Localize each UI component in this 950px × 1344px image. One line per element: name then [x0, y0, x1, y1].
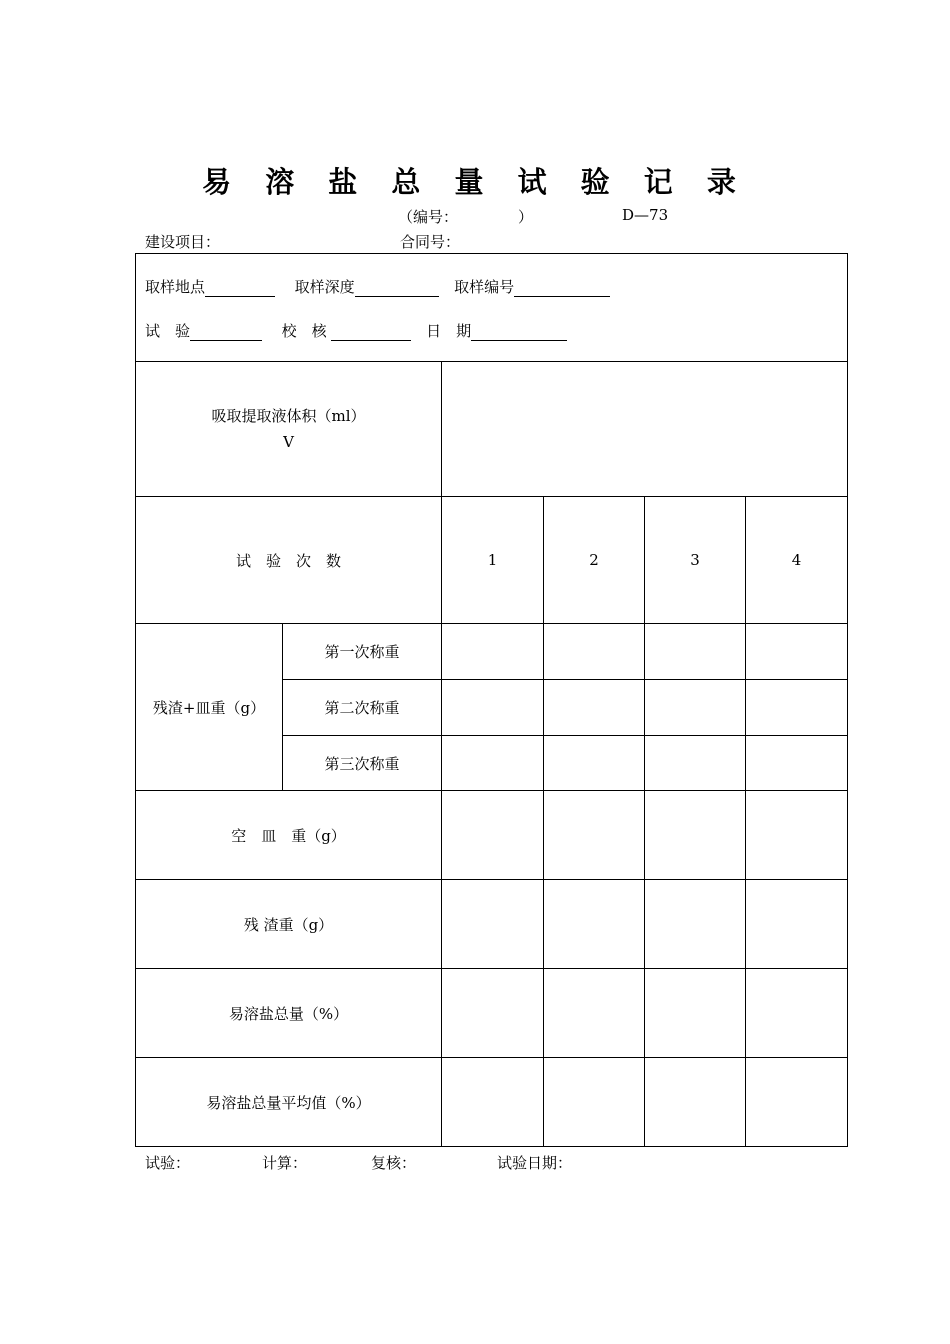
trial-number-2: 2 [589, 551, 599, 569]
residue-weight-label: 残 渣重（g） [243, 915, 334, 934]
sample-no-label: 取样编号 [454, 278, 515, 296]
weigh-2-label: 第二次称重 [324, 699, 400, 717]
page-title: 易 溶 盐 总 量 试 验 记 录 [202, 165, 748, 199]
weigh-3-label: 第三次称重 [324, 754, 400, 773]
sample-info-line-1 [145, 276, 610, 297]
form-code: D—73 [622, 206, 669, 224]
footer-calc: 计算： [262, 1154, 308, 1172]
footer-review: 复核： [371, 1154, 417, 1172]
depth-field[interactable] [355, 280, 439, 297]
volume-value-cell[interactable] [442, 362, 847, 496]
weigh-1-label: 第一次称重 [324, 643, 400, 661]
project-label: 建设项目： [145, 233, 221, 251]
footer-test-date: 试验日期： [497, 1154, 573, 1172]
contract-label: 合同号： [400, 233, 461, 251]
volume-symbol: V [283, 433, 294, 451]
salt-average-label: 易溶盐总量平均值（%） [206, 1093, 371, 1112]
serial-label: （编号： [398, 208, 459, 226]
trial-number-3: 3 [690, 551, 700, 569]
tester-field[interactable] [190, 324, 262, 341]
footer-test: 试验： [145, 1154, 191, 1172]
empty-dish-label: 空 皿 重（g） [231, 826, 346, 845]
date-field[interactable] [471, 324, 567, 341]
trial-count-label: 试 验 次 数 [235, 551, 341, 570]
checker-field[interactable] [331, 324, 411, 341]
salt-total-label: 易溶盐总量（%） [228, 1004, 349, 1023]
sample-info-line-2 [145, 320, 567, 341]
residue-dish-label: 残渣+皿重（g） [152, 698, 266, 717]
volume-label-cell [136, 362, 441, 496]
volume-label: 吸取提取液体积（ml） [211, 407, 366, 425]
tester-label: 试 验 [145, 322, 191, 340]
date-label: 日 期 [426, 322, 472, 340]
location-label: 取样地点 [145, 278, 206, 296]
trial-number-4: 4 [791, 551, 802, 569]
depth-label: 取样深度 [294, 278, 355, 296]
checker-label: 校 核 [281, 322, 327, 340]
sample-no-field[interactable] [514, 280, 610, 297]
trial-number-1: 1 [487, 551, 498, 569]
serial-close: ） [518, 208, 534, 226]
location-field[interactable] [205, 280, 275, 297]
